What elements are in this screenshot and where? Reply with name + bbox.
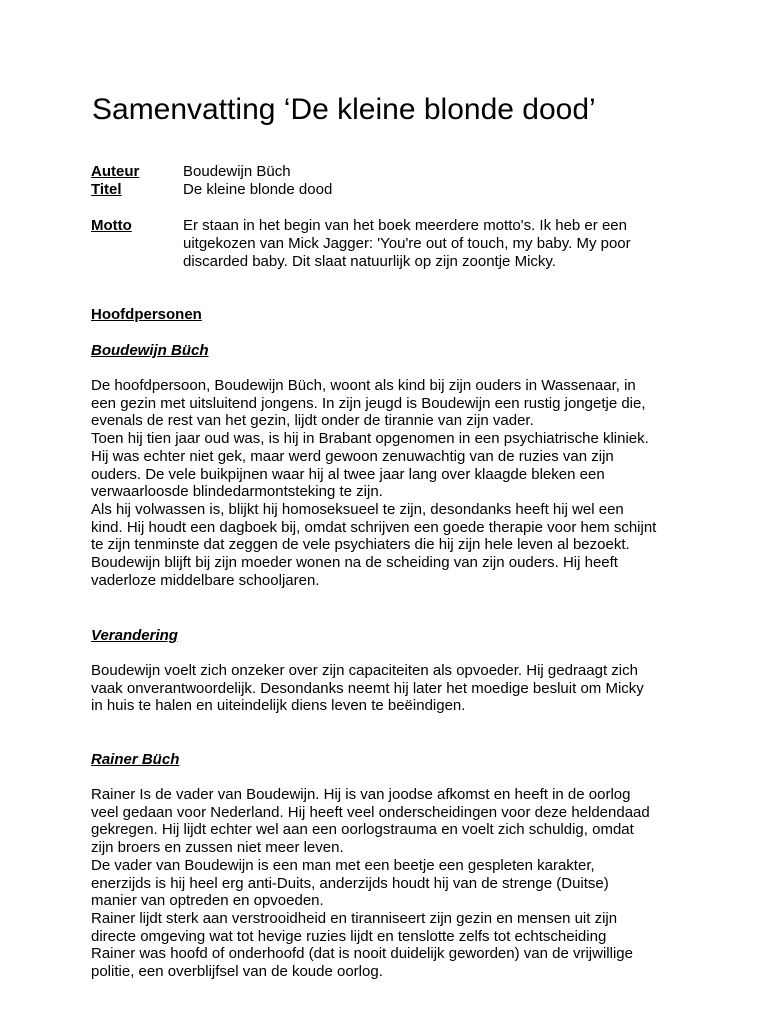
paragraph-line: manier van optreden en opvoeden.: [91, 892, 324, 910]
motto-line: uitgekozen van Mick Jagger: 'You're out of touch, my baby. My poor: [183, 235, 631, 252]
paragraph-line: Rainer was hoofd of onderhoofd (dat is nooit duidelijk geworden) van de vrijwillige: [91, 945, 633, 963]
paragraph-line: in huis te halen en uiteindelijk diens leven te beëindigen.: [91, 697, 466, 715]
author-value: Boudewijn Büch: [183, 163, 291, 180]
paragraph-line: Als hij volwassen is, blijkt hij homoseksueel te zijn, desondanks heeft hij wel een: [91, 500, 624, 518]
motto-label: Motto: [91, 217, 132, 234]
author-label: Auteur: [91, 163, 140, 180]
title-label: Titel: [91, 181, 122, 198]
motto-line: Er staan in het begin van het boek meerdere motto's. Ik heb er een: [183, 217, 627, 234]
motto-text: [183, 217, 703, 271]
section-heading-hoofdpersonen: Hoofdpersonen: [91, 306, 202, 323]
paragraph-verandering: [91, 662, 691, 715]
paragraph-line: verwaarloosde blindedarmontsteking te zijn.: [91, 483, 383, 501]
subheading-rainer: Rainer Büch: [91, 751, 180, 768]
paragraph-line: ouders. De vele buikpijnen waar hij al twee jaar lang over klaagde bleken een: [91, 465, 605, 483]
motto-line: discarded baby. Dit slaat natuurlijk op zijn zoontje Micky.: [183, 253, 556, 270]
paragraph-line: De vader van Boudewijn is een man met een beetje een gespleten karakter,: [91, 856, 595, 874]
paragraph-line: enerzijds is hij heel erg anti-Duits, anderzijds houdt hij van de strenge (Duitse): [91, 874, 609, 892]
paragraph-line: kind. Hij houdt een dagboek bij, omdat schrijven een goede therapie voor hem schijnt: [91, 518, 657, 536]
paragraph-line: veel gedaan voor Nederland. Hij heeft veel onderscheidingen voor deze heldendaad: [91, 803, 650, 821]
paragraph-line: Boudewijn blijft bij zijn moeder wonen na de scheiding van zijn ouders. Hij heeft: [91, 554, 618, 572]
paragraph-line: gekregen. Hij lijdt echter wel aan een oorlogstrauma en voelt zich schuldig, omdat: [91, 821, 634, 839]
paragraph-line: een gezin met uitsluitend jongens. In zijn jeugd is Boudewijn een rustig jongetje die,: [91, 394, 646, 412]
paragraph-line: De hoofdpersoon, Boudewijn Büch, woont als kind bij zijn ouders in Wassenaar, in: [91, 377, 636, 394]
paragraph-line: Hij was echter niet gek, maar werd gewoon zenuwachtig van de ruzies van zijn: [91, 447, 614, 465]
document-title: Samenvatting ‘De kleine blonde dood’: [92, 93, 596, 126]
paragraph-line: vaak onverantwoordelijk. Desondanks neemt hij later het moedige besluit om Micky: [91, 679, 644, 697]
paragraph-line: Rainer lijdt sterk aan verstrooidheid en tiranniseert zijn gezin en mensen uit zijn: [91, 909, 618, 927]
paragraph-line: vaderloze middelbare schooljaren.: [91, 571, 320, 589]
paragraph-line: Boudewijn voelt zich onzeker over zijn capaciteiten als opvoeder. Hij gedraagt zich: [91, 662, 638, 679]
subheading-boudewijn: Boudewijn Büch: [91, 342, 209, 359]
paragraph-line: zijn broers en zussen niet meer leven.: [91, 839, 344, 857]
paragraph-line: directe omgeving wat tot hevige ruzies lijdt en tenslotte zelfs tot echtscheiding: [91, 927, 607, 945]
paragraph-rainer: [91, 786, 691, 981]
paragraph-line: Rainer Is de vader van Boudewijn. Hij is van joodse afkomst en heeft in de oorlog: [91, 786, 631, 803]
paragraph-line: evenals de rest van het gezin, lijdt onder de tirannie van zijn vader.: [91, 412, 534, 430]
title-value: De kleine blonde dood: [183, 181, 333, 198]
paragraph-line: politie, een overblijfsel van de koude oorlog.: [91, 963, 383, 981]
paragraph-line: te zijn tenminste dat zeggen de vele psychiaters die hij zijn hele leven al bezoekt.: [91, 536, 630, 554]
paragraph-line: Toen hij tien jaar oud was, is hij in Brabant opgenomen in een psychiatrische kliniek.: [91, 430, 649, 448]
paragraph-boudewijn: [91, 377, 691, 589]
subheading-verandering: Verandering: [91, 627, 178, 644]
